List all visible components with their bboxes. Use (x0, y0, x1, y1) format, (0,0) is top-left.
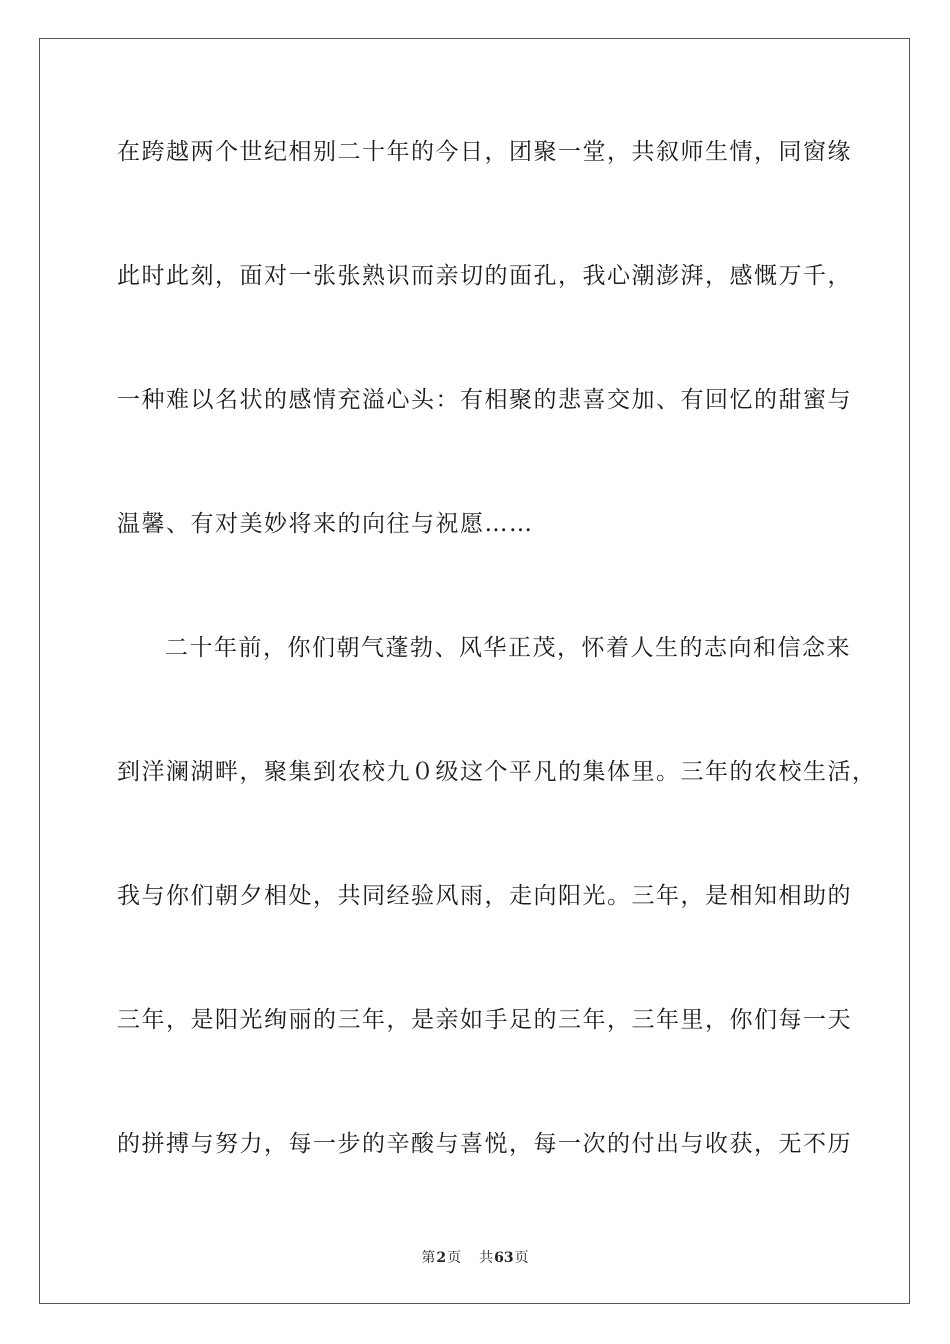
text-line-1: 在跨越两个世纪相别二十年的今日，团聚一堂，共叙师生情，同窗缘 (117, 139, 852, 165)
total-prefix: 共 (479, 1250, 494, 1266)
total-suffix: 页 (514, 1250, 529, 1266)
page-border (39, 38, 910, 1304)
text-line-6: 到洋澜湖畔，聚集到农校九０级这个平凡的集体里。三年的农校生活， (117, 759, 877, 785)
page-prefix: 第 (421, 1250, 436, 1266)
text-line-5-indented: 二十年前，你们朝气蓬勃、风华正茂，怀着人生的志向和信念来 (165, 635, 851, 661)
text-line-3: 一种难以名状的感情充溢心头：有相聚的悲喜交加、有回忆的甜蜜与 (117, 387, 852, 413)
text-line-7: 我与你们朝夕相处，共同经验风雨，走向阳光。三年，是相知相助的 (117, 883, 852, 909)
total-pages: 63 (494, 1250, 514, 1266)
page-number: 2 (436, 1250, 447, 1266)
page-footer (0, 1247, 950, 1267)
page-suffix: 页 (447, 1250, 462, 1266)
text-line-2: 此时此刻，面对一张张熟识而亲切的面孔，我心潮澎湃，感慨万千， (117, 263, 852, 289)
text-line-4: 温馨、有对美妙将来的向往与祝愿…… (117, 511, 534, 537)
text-line-8: 三年，是阳光绚丽的三年，是亲如手足的三年，三年里，你们每一天 (117, 1007, 852, 1033)
text-line-9: 的拼搏与努力，每一步的辛酸与喜悦，每一次的付出与收获，无不历 (117, 1131, 852, 1157)
